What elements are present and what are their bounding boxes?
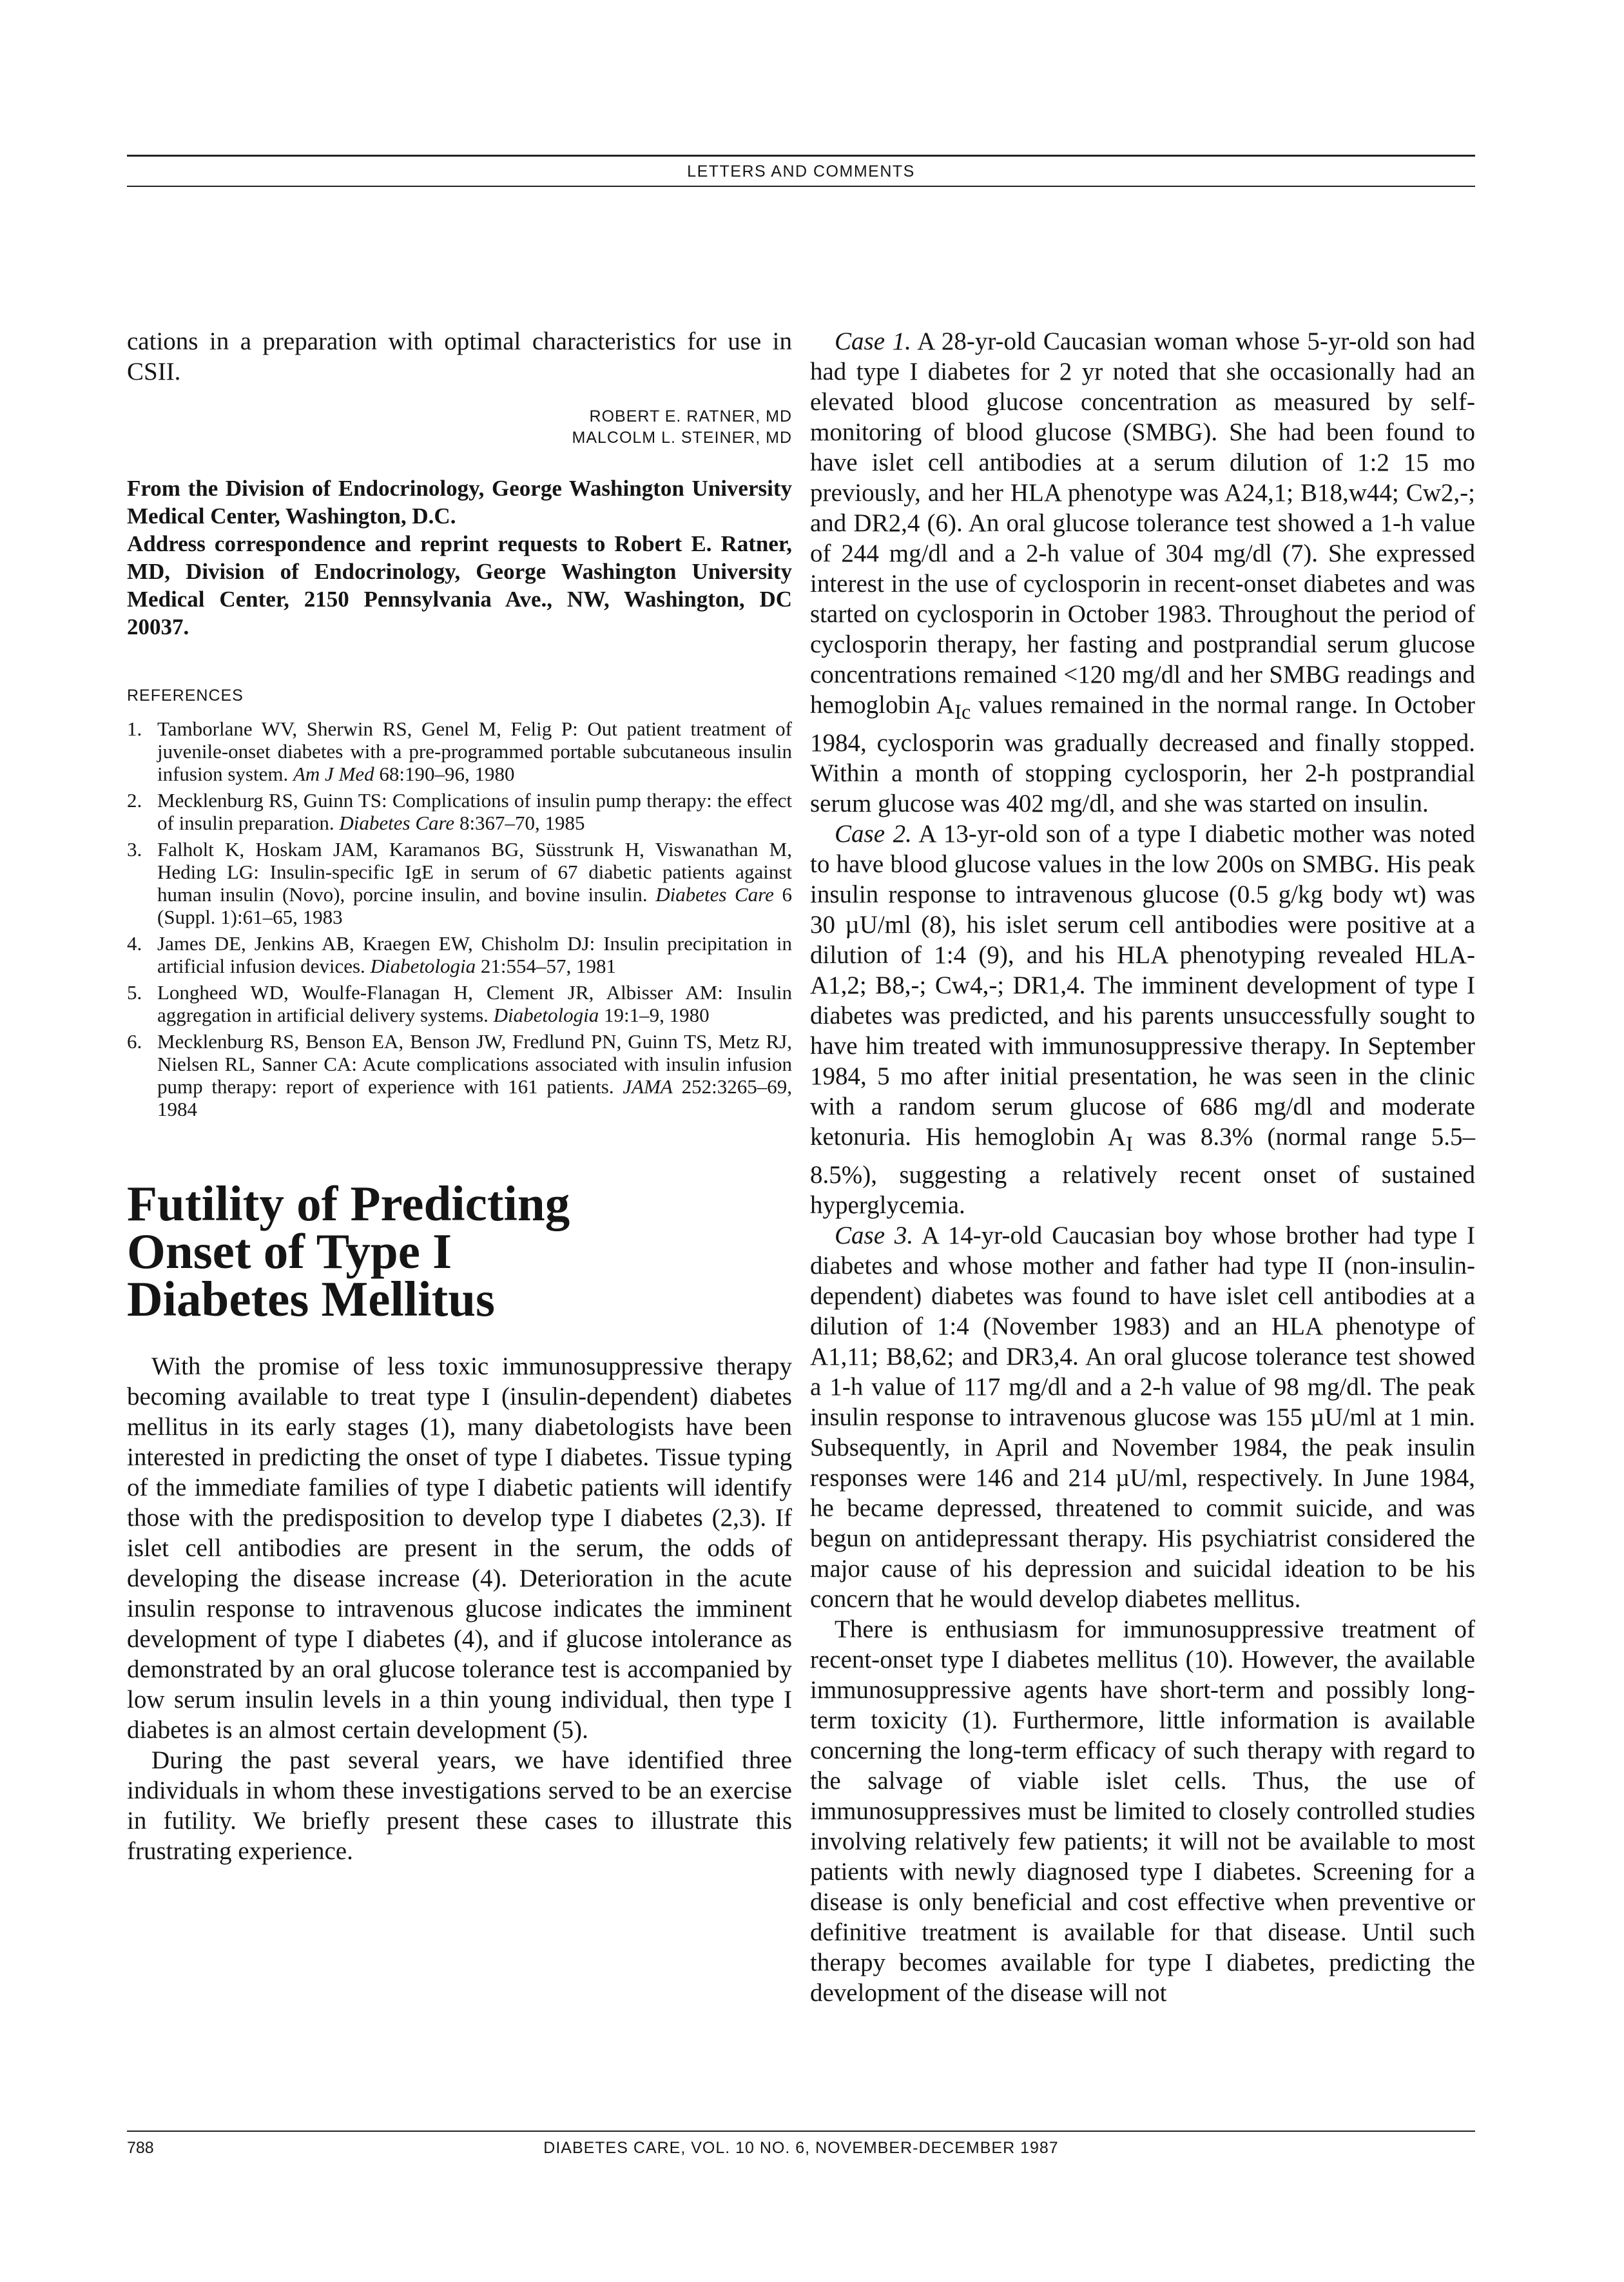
header-rule-top: [127, 155, 1475, 157]
reference-journal: JAMA: [623, 1075, 673, 1098]
intro-paragraph: During the past several years, we have identified three individuals in whom these investigations served to be an exercise in futility. We briefly present these cases to illustrate this frustrating experience.: [127, 1746, 792, 1865]
reference-item: [127, 838, 792, 928]
reference-number: 5.: [127, 981, 142, 1004]
page-number: 788: [127, 2139, 154, 2157]
author-name: ROBERT E. RATNER, MD: [589, 407, 792, 425]
reference-journal: Diabetes Care: [655, 883, 774, 906]
letter-signature: [127, 406, 792, 449]
reference-journal: Diabetes Care: [339, 812, 455, 834]
reference-citation: 21:554–57, 1981: [480, 955, 617, 977]
left-column: [127, 326, 792, 1866]
section-header: LETTERS AND COMMENTS: [687, 162, 915, 180]
reference-item: [127, 789, 792, 834]
reference-text: Tamborlane WV, Sherwin RS, Genel M, Felig P: Out patient treatment of juvenile-onset diabetes with a pre-programmed portable subcutaneous insulin infusion system.: [157, 717, 792, 785]
discussion-paragraph: There is enthusiasm for immunosuppressive treatment of recent-onset type I diabetes mellitus (10). However, the available immunosuppressive agents have short-term and possibly long-term toxicity (1). Furthermore, little information is available concerning the long-term efficacy of such therapy with regard to the salvage of viable islet cells. Thus, the use of immunosuppressives must be limited to closely controlled studies involving relatively few patients; it will not be available to most patients with newly diagnosed type I diabetes. Screening for a disease is only beneficial and cost effective when preventive or definitive treatment is available for that disease. Until such therapy becomes available for type I diabetes, predicting the development of the disease will not: [810, 1615, 1475, 2007]
reference-journal: Diabetologia: [370, 955, 476, 977]
reference-citation: 68:190–96, 1980: [379, 763, 515, 785]
footer-rule: [127, 2131, 1475, 2132]
case-text: values remained in the normal range. In October 1984, cyclosporin was gradually decreased and finally stopped. Within a month of stopping cyclosporin, her 2-h postprandial serum glucose was 402 mg/dl, and she was started on insulin.: [810, 691, 1475, 817]
reference-text: Longheed WD, Woulfe-Flanagan H, Clement JR, Albisser AM: Insulin aggregation in artificial delivery systems.: [157, 981, 792, 1026]
letter-closing-text: cations in a preparation with optimal characteristics for use in CSII.: [127, 327, 792, 385]
case-label: Case 2.: [835, 819, 912, 848]
right-column: [810, 326, 1475, 2008]
case-3-paragraph: [810, 1220, 1475, 1614]
reference-journal: Diabetologia: [493, 1004, 599, 1026]
reference-number: 6.: [127, 1030, 142, 1053]
journal-citation-footer: DIABETES CARE, VOL. 10 NO. 6, NOVEMBER-DECEMBER 1987: [543, 2139, 1059, 2157]
article-title-line: Diabetes Mellitus: [127, 1271, 495, 1327]
reference-number: 4.: [127, 932, 142, 955]
affiliation-text: From the Division of Endocrinology, George Washington University Medical Center, Washington, D.C.: [127, 476, 792, 529]
intro-paragraph: With the promise of less toxic immunosuppressive therapy becoming available to treat type I (insulin-dependent) diabetes mellitus in its early stages (1), many diabetologists have been interested in predicting the onset of type I diabetes. Tissue typing of the immediate families of type I diabetic patients will identify those with the predisposition to develop type I diabetes (2,3). If islet cell antibodies are present in the serum, the odds of developing the disease increase (4). Deterioration in the acute insulin response to intravenous glucose indicates the imminent development of type I diabetes (4), and if glucose intolerance as demonstrated by an oral glucose tolerance test is accompanied by low serum insulin levels in a thin young individual, then type I diabetes is an almost certain development (5).: [127, 1352, 792, 1744]
article-title-line: Futility of Predicting: [127, 1176, 570, 1231]
reference-text: Mecklenburg RS, Guinn TS: Complications of insulin pump therapy: the effect of insulin preparation.: [157, 789, 792, 834]
case-text: A 14-yr-old Caucasian boy whose brother had type I diabetes and whose mother and father had type II (non-insulin-dependent) diabetes was found to have islet cell antibodies at a dilution of 1:4 (November 1983) and an HLA phenotype of A1,11; B8,62; and DR3,4. An oral glucose tolerance test showed a 1-h value of 117 mg/dl and a 2-h value of 98 mg/dl. The peak insulin response to intravenous glucose was 155 µU/ml at 1 min. Subsequently, in April and November 1984, the peak insulin responses were 146 and 214 µU/ml, respectively. In June 1984, he became depressed, threatened to commit suicide, and was begun on antidepressant therapy. His psychiatrist considered the major cause of his depression and suicidal ideation to be his concern that he would develop diabetes mellitus.: [810, 1221, 1476, 1613]
reference-item: [127, 717, 792, 785]
reference-item: [127, 981, 792, 1026]
case-1-paragraph: [810, 326, 1475, 819]
reference-number: 3.: [127, 838, 142, 861]
reference-list: [127, 717, 792, 1120]
reference-citation: 6 (Suppl. 1):61–65, 1983: [157, 883, 793, 928]
reference-number: 2.: [127, 789, 142, 812]
reference-text: Falholt K, Hoskam JAM, Karamanos BG, Süsstrunk H, Viswanathan M, Heding LG: Insulin-specific IgE in serum of 67 diabetic patients against human insulin (Novo), porcine insulin, and bovine insulin.: [157, 838, 792, 906]
case-text: A 13-yr-old son of a type I diabetic mother was noted to have blood glucose values in the low 200s on SMBG. His peak insulin response to intravenous glucose (0.5 g/kg body wt) was 30 µU/ml (8), his islet serum cell antibodies were positive at a dilution of 1:4 (9), and his HLA phenotyping revealed HLA-A1,2; B8,-; Cw4,-; DR1,4. The imminent development of type I diabetes was predicted, and his parents unsuccessfully sought to have him treated with immunosuppressive therapy. In September 1984, 5 mo after initial presentation, he was seen in the clinic with a random serum glucose of 686 mg/dl and moderate ketonuria. His hemoglobin A: [810, 819, 1475, 1151]
reference-journal: Am J Med: [293, 763, 374, 785]
references-heading: REFERENCES: [127, 687, 244, 705]
author-name: MALCOLM L. STEINER, MD: [572, 429, 792, 447]
correspondence-address: Address correspondence and reprint requests to Robert E. Ratner, MD, Division of Endocrinology, George Washington University Medical Center, 2150 Pennsylvania Ave., NW, Washington, DC 20037.: [127, 531, 792, 639]
case-2-paragraph: [810, 819, 1475, 1220]
reference-text: James DE, Jenkins AB, Kraegen EW, Chisholm DJ: Insulin precipitation in artificial infusion devices.: [157, 932, 792, 977]
reference-item: [127, 932, 792, 977]
case-subscript: Ic: [954, 700, 971, 724]
reference-item: [127, 1030, 792, 1120]
reference-citation: 252:3265–69, 1984: [157, 1075, 793, 1120]
reference-citation: 19:1–9, 1980: [604, 1004, 710, 1026]
article-title-line: Onset of Type I: [127, 1224, 452, 1279]
case-label: Case 3.: [835, 1221, 914, 1249]
case-text: A 28-yr-old Caucasian woman whose 5-yr-old son had had type I diabetes for 2 yr noted that she occasionally had an elevated blood glucose concentration as measured by self-monitoring of blood glucose (SMBG). She had been found to have islet cell antibodies at a serum dilution of 1:2 15 mo previously, and her HLA phenotype was A24,1; B18,w44; Cw2,-; and DR2,4 (6). An oral glucose tolerance test showed a 1-h value of 244 mg/dl and a 2-h value of 304 mg/dl (7). She expressed interest in the use of cyclosporin in recent-onset diabetes and was started on cyclosporin in October 1983. Throughout the period of cyclosporin therapy, her fasting and postprandial serum glucose concentrations remained <120 mg/dl and her SMBG readings and hemoglobin A: [810, 327, 1475, 719]
reference-text: Mecklenburg RS, Benson EA, Benson JW, Fredlund PN, Guinn TS, Metz RJ, Nielsen RL, Sanner CA: Acute complications associated with insulin infusion pump therapy: report of experience with 161 patients.: [157, 1030, 792, 1098]
affiliation-block: [127, 474, 792, 641]
case-label: Case 1.: [835, 327, 911, 355]
case-text: was 8.3% (normal range 5.5–8.5%), suggesting a relatively recent onset of sustained hyperglycemia.: [810, 1122, 1475, 1219]
reference-number: 1.: [127, 717, 142, 740]
header-rule-bottom: [127, 186, 1475, 187]
article-title: [127, 1176, 792, 1327]
reference-citation: 8:367–70, 1985: [459, 812, 585, 834]
case-subscript: I: [1126, 1132, 1133, 1156]
